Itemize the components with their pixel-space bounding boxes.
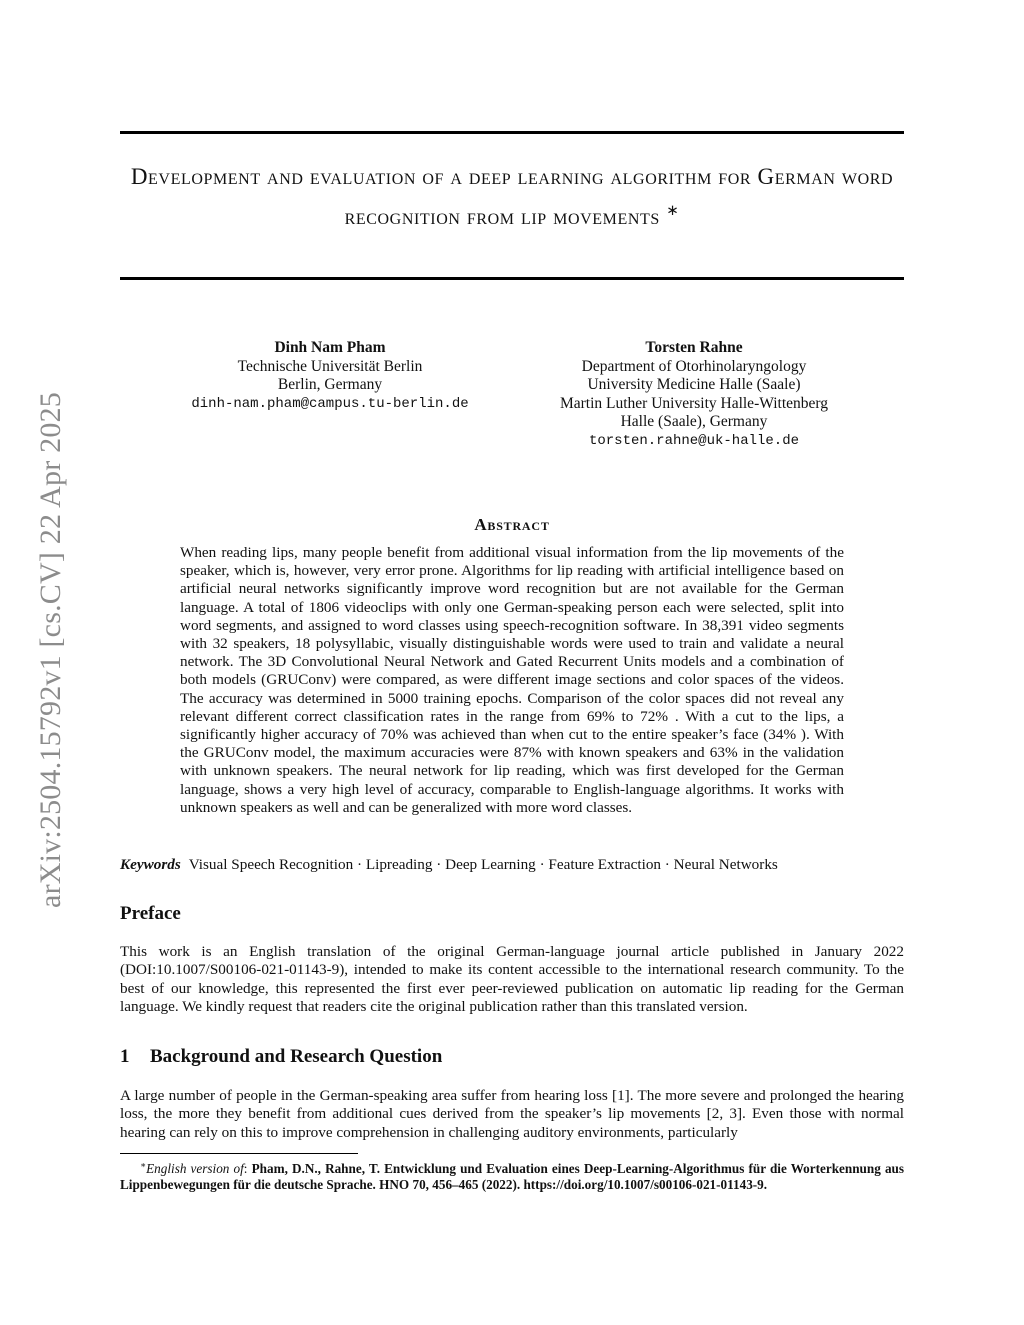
paper-title-text: Development and evaluation of a deep learning algorithm for German word recognition from lip movements [130, 164, 894, 229]
paper-title [120, 160, 904, 234]
author-affiliation: University Medicine Halle (Saale) [587, 376, 801, 393]
section-1-heading [120, 1046, 442, 1068]
keywords-label: Keywords [120, 856, 181, 873]
author-email: torsten.rahne@uk-halle.de [588, 432, 800, 449]
preface-text: This work is an English translation of the original German-language journal article published in January 2022 (DOI:10.1007/S00106-021-01143-9), intended to make its content accessible to the international research community. To the best of our knowledge, this represented the first ever peer-reviewed publication on automatic lip reading for the German language. We kindly request that readers cite the original publication rather than this translated version. [120, 943, 904, 1016]
title-footnote-mark: ∗ [666, 203, 680, 219]
author-affiliation: Martin Luther University Halle-Wittenberg [559, 394, 829, 412]
author-affiliation: Department of Otorhinolaryngology [581, 357, 807, 375]
footnote-separator: : [243, 1161, 248, 1176]
footnote-label: English version of [146, 1161, 244, 1176]
abstract-text: When reading lips, many people benefit from additional visual information from the lip movements of the speaker, which is, however, very error prone. Algorithms for lip reading with artificial intelligence based on artificial neural networks significantly improve word recognition but are not available for the German language. A total of 1806 videoclips with only one German-speaking person each were selected, split into word segments, and assigned to word classes using speech-recognition software. In 38,391 video segments with 32 speakers, 18 polysyllabic, visually distinguishable words were used to train and validate a neural network. The 3D Convolutional Neural Network and Gated Recurrent Units models and a combination of both models (GRUConv) were compared, as were different image sections and color spaces of the videos. The accuracy was determined in 5000 training epochs. Comparison of the color spaces did not reveal any relevant different correct classification rates in the range from 69% to 72% . With a cut to the lips, a significantly higher accuracy of 70% was achieved than when cut to the entire speaker’s face (34% ). With the GRUConv model, the maximum accuracies were 87% with known speakers and 63% in the validation with unknown speakers. The neural network for lip reading, which was first developed for the German language, shows a very high level of accuracy, comparable to English-language algorithms. It works with unknown speakers as well and can be generalized with more word classes. [180, 544, 844, 816]
section-1-text: A large number of people in the German-speaking area suffer from hearing loss [1]. The more severe and prolonged the hearing loss, the more they benefit from additional cues derived from the speaker’s lip movements [2, 3]. Even those with normal hearing can rely on this to improve comprehension in challenging auditory environments, particularly [120, 1087, 904, 1141]
keywords-line [120, 856, 904, 874]
title-top-rule [120, 131, 904, 134]
footnote-mark: ∗ [140, 1160, 147, 1170]
author-affiliation: Technische Universität Berlin [237, 357, 423, 375]
section-number: 1 [120, 1046, 130, 1067]
footnote-rule [120, 1153, 358, 1154]
author-email: dinh-nam.pham@campus.tu-berlin.de [191, 395, 469, 412]
author-name: Torsten Rahne [645, 339, 743, 356]
footnote [120, 1157, 904, 1194]
author-name: Dinh Nam Pham [274, 339, 386, 356]
preface-heading: Preface [120, 903, 181, 924]
arxiv-identifier-stamp: arXiv:2504.15792v1 [cs.CV] 22 Apr 2025 [34, 392, 67, 908]
author-affiliation: Halle (Saale), Germany [620, 413, 768, 430]
author-block-1 [170, 339, 490, 413]
keywords-text: Visual Speech Recognition · Lipreading · Deep Learning · Feature Extraction · Neural Networks [188, 856, 778, 873]
section-title: Background and Research Question [150, 1046, 443, 1067]
footnote-reference: Pham, D.N., Rahne, T. Entwicklung und Evaluation eines Deep-Learning-Algorithmus für die Worterkennung aus Lippenbewegungen für die deutsche Sprache. HNO 70, 456–465 (2022). https://doi.org/10.1007/s00106-021-01143-9. [120, 1161, 905, 1193]
title-bottom-rule [120, 277, 904, 280]
author-affiliation: Berlin, Germany [277, 376, 383, 393]
abstract-heading: Abstract [474, 515, 550, 534]
author-block-2 [534, 339, 854, 450]
